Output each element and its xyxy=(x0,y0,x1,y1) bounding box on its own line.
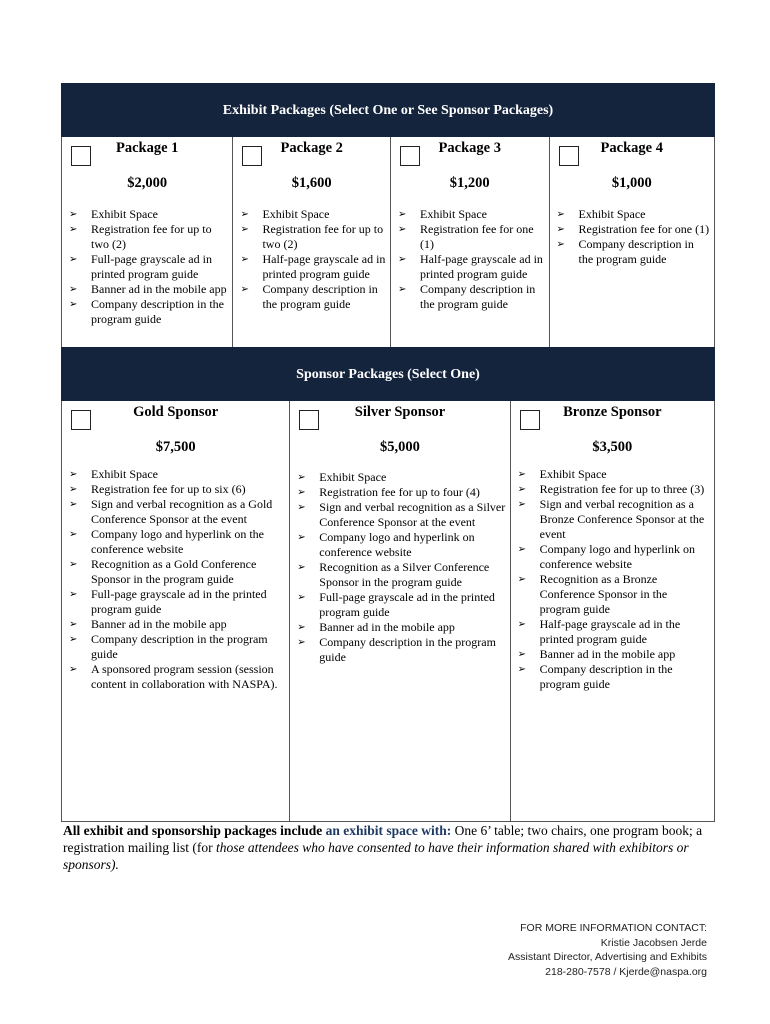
package-name: Package 1 xyxy=(116,140,179,156)
feature-item xyxy=(395,252,545,282)
feature-list xyxy=(66,467,285,692)
exhibit-package-1 xyxy=(62,137,233,347)
feature-item xyxy=(66,297,228,327)
arrow-bullet-icon: ➢ xyxy=(69,559,78,570)
arrow-bullet-icon: ➢ xyxy=(69,209,78,220)
feature-text: Company logo and hyperlink on conference website xyxy=(539,542,695,571)
arrow-bullet-icon: ➢ xyxy=(240,209,249,220)
feature-item xyxy=(66,497,285,527)
feature-text: Exhibit Space xyxy=(91,207,158,221)
feature-item xyxy=(395,207,545,222)
feature-text: Exhibit Space xyxy=(539,467,607,481)
feature-text: Sign and verbal recognition as a Silver Conference Sponsor at the event xyxy=(319,500,506,529)
arrow-bullet-icon: ➢ xyxy=(297,472,306,483)
arrow-bullet-icon: ➢ xyxy=(69,529,78,540)
feature-text: Exhibit Space xyxy=(578,207,646,221)
package-name: Silver Sponsor xyxy=(354,404,446,420)
package-name: Gold Sponsor xyxy=(133,404,219,420)
exhibit-package-4 xyxy=(550,137,715,347)
arrow-bullet-icon: ➢ xyxy=(297,622,306,633)
feature-item xyxy=(515,647,710,662)
feature-item xyxy=(515,572,710,617)
package-name: Package 4 xyxy=(600,140,663,156)
feature-text: Company description in the program guide xyxy=(578,237,694,266)
feature-item xyxy=(294,635,505,665)
feature-text: Sign and verbal recognition as a Bronze Conference Sponsor at the event xyxy=(539,497,705,541)
arrow-bullet-icon: ➢ xyxy=(69,619,78,630)
package-price: $7,500 xyxy=(155,439,196,455)
feature-text: Company description in the program guide xyxy=(419,282,536,311)
feature-text: Company description in the program guide xyxy=(319,635,496,664)
feature-text: Registration fee for up to four (4) xyxy=(319,485,480,499)
feature-text: Company description in the program guide xyxy=(539,662,673,691)
package-price: $1,600 xyxy=(291,175,332,191)
feature-item xyxy=(294,500,505,530)
feature-item xyxy=(294,485,505,500)
exhibit-packages-header: Exhibit Packages (Select One or See Sponsor Packages) xyxy=(61,83,715,137)
arrow-bullet-icon: ➢ xyxy=(240,284,249,295)
feature-text: Exhibit Space xyxy=(319,470,387,484)
feature-item xyxy=(66,527,285,557)
feature-item xyxy=(515,467,710,482)
feature-item xyxy=(294,590,505,620)
feature-item xyxy=(66,222,228,252)
feature-item xyxy=(66,482,285,497)
feature-item xyxy=(294,620,505,635)
arrow-bullet-icon: ➢ xyxy=(297,562,306,573)
feature-item xyxy=(237,207,386,222)
feature-text: Banner ad in the mobile app xyxy=(319,620,455,634)
note-body: One 6’ table; two chairs, one program book; a registration mailing list (for xyxy=(63,823,703,855)
arrow-bullet-icon: ➢ xyxy=(517,484,527,495)
contact-heading: FOR MORE INFORMATION CONTACT: xyxy=(520,922,707,934)
feature-item xyxy=(66,587,285,617)
feature-item xyxy=(515,497,710,542)
feature-text: Registration fee for one (1) xyxy=(419,222,534,251)
contact-details: 218-280-7578 / Kjerde@naspa.org xyxy=(545,965,707,978)
feature-text: Company logo and hyperlink on the conference website xyxy=(91,527,264,556)
feature-item xyxy=(294,470,505,485)
exhibit-packages-grid xyxy=(61,137,715,347)
package-name: Package 3 xyxy=(438,140,501,156)
feature-item xyxy=(294,530,505,560)
sponsor-package-2 xyxy=(290,401,510,821)
note-highlight: an exhibit space with: xyxy=(325,823,452,838)
package-price: $3,500 xyxy=(592,439,633,455)
feature-item xyxy=(294,560,505,590)
feature-text: Company description in the program guide xyxy=(91,632,268,661)
feature-item xyxy=(66,252,228,282)
arrow-bullet-icon: ➢ xyxy=(397,284,407,295)
arrow-bullet-icon: ➢ xyxy=(297,532,306,543)
feature-item xyxy=(237,222,386,252)
note-italic: those attendees who have consented to have their information shared with exhibitors or sponsors). xyxy=(63,840,689,872)
packages-form xyxy=(61,83,715,822)
package-price: $5,000 xyxy=(380,439,420,455)
feature-text: A sponsored program session (session content in collaboration with NASPA). xyxy=(91,662,278,691)
arrow-bullet-icon: ➢ xyxy=(556,239,565,250)
arrow-bullet-icon: ➢ xyxy=(69,299,78,310)
arrow-bullet-icon: ➢ xyxy=(397,224,407,235)
feature-text: Sign and verbal recognition as a Gold Conference Sponsor at the event xyxy=(91,497,273,526)
exhibit-package-3 xyxy=(391,137,550,347)
contact-block xyxy=(508,921,707,979)
feature-text: Company description in the program guide xyxy=(262,282,378,311)
contact-name: Kristie Jacobsen Jerde xyxy=(600,936,707,949)
arrow-bullet-icon: ➢ xyxy=(556,209,565,220)
feature-text: Registration fee for up to two (2) xyxy=(262,222,384,251)
arrow-bullet-icon: ➢ xyxy=(297,487,306,498)
feature-text: Half-page grayscale ad in the printed program guide xyxy=(539,617,681,646)
feature-text: Banner ad in the mobile app xyxy=(539,647,676,661)
feature-item xyxy=(554,237,711,267)
feature-item xyxy=(515,662,710,692)
package-price: $1,200 xyxy=(449,175,490,191)
feature-text: Full-page grayscale ad in the printed program guide xyxy=(91,587,267,616)
feature-item xyxy=(515,617,710,647)
feature-item xyxy=(237,282,386,312)
feature-list xyxy=(294,470,505,665)
sponsor-packages-header: Sponsor Packages (Select One) xyxy=(61,347,715,401)
feature-text: Full-page grayscale ad in the printed program guide xyxy=(319,590,495,619)
arrow-bullet-icon: ➢ xyxy=(69,499,78,510)
arrow-bullet-icon: ➢ xyxy=(517,574,527,585)
arrow-bullet-icon: ➢ xyxy=(240,254,249,265)
feature-item xyxy=(395,282,545,312)
contact-title: Assistant Director, Advertising and Exhibits xyxy=(507,951,707,963)
package-name: Package 2 xyxy=(280,140,343,156)
arrow-bullet-icon: ➢ xyxy=(517,619,527,630)
arrow-bullet-icon: ➢ xyxy=(517,499,527,510)
feature-text: Company description in the program guide xyxy=(91,297,224,326)
feature-text: Full-page grayscale ad in printed program guide xyxy=(91,252,212,281)
package-price: $1,000 xyxy=(611,175,652,191)
feature-text: Registration fee for one (1) xyxy=(578,222,710,236)
arrow-bullet-icon: ➢ xyxy=(517,649,527,660)
arrow-bullet-icon: ➢ xyxy=(69,469,78,480)
arrow-bullet-icon: ➢ xyxy=(69,484,78,495)
feature-text: Recognition as a Bronze Conference Sponsor in the program guide xyxy=(539,572,668,616)
feature-item xyxy=(66,617,285,632)
feature-item xyxy=(554,207,711,222)
arrow-bullet-icon: ➢ xyxy=(240,224,249,235)
arrow-bullet-icon: ➢ xyxy=(517,469,527,480)
feature-text: Half-page grayscale ad in printed program guide xyxy=(419,252,543,281)
feature-text: Exhibit Space xyxy=(91,467,158,481)
feature-item xyxy=(66,662,285,692)
feature-text: Registration fee for up to six (6) xyxy=(91,482,246,496)
inclusion-note xyxy=(63,822,703,873)
feature-list xyxy=(237,207,386,312)
note-lead: All exhibit and sponsorship packages include xyxy=(63,823,326,838)
feature-item xyxy=(515,482,710,497)
sponsor-packages-grid xyxy=(61,401,715,822)
arrow-bullet-icon: ➢ xyxy=(69,284,78,295)
arrow-bullet-icon: ➢ xyxy=(556,224,565,235)
feature-text: Exhibit Space xyxy=(262,207,330,221)
feature-text: Half-page grayscale ad in printed program guide xyxy=(262,252,386,281)
feature-item xyxy=(554,222,711,237)
sponsor-package-1 xyxy=(62,401,290,821)
arrow-bullet-icon: ➢ xyxy=(517,544,527,555)
feature-text: Recognition as a Gold Conference Sponsor in the program guide xyxy=(91,557,257,586)
feature-text: Exhibit Space xyxy=(419,207,487,221)
feature-text: Registration fee for up to three (3) xyxy=(539,482,705,496)
exhibit-package-2 xyxy=(233,137,391,347)
arrow-bullet-icon: ➢ xyxy=(69,589,78,600)
arrow-bullet-icon: ➢ xyxy=(69,664,78,675)
feature-item xyxy=(66,207,228,222)
feature-item xyxy=(66,557,285,587)
feature-item xyxy=(66,467,285,482)
arrow-bullet-icon: ➢ xyxy=(397,254,407,265)
feature-list xyxy=(395,207,545,312)
arrow-bullet-icon: ➢ xyxy=(297,637,306,648)
feature-text: Banner ad in the mobile app xyxy=(91,617,227,631)
arrow-bullet-icon: ➢ xyxy=(69,224,78,235)
arrow-bullet-icon: ➢ xyxy=(69,254,78,265)
feature-item xyxy=(66,632,285,662)
feature-list xyxy=(515,467,710,692)
arrow-bullet-icon: ➢ xyxy=(297,502,306,513)
arrow-bullet-icon: ➢ xyxy=(297,592,306,603)
arrow-bullet-icon: ➢ xyxy=(397,209,407,220)
feature-text: Registration fee for up to two (2) xyxy=(91,222,212,251)
feature-item xyxy=(515,542,710,572)
package-price: $2,000 xyxy=(127,175,168,191)
feature-list xyxy=(554,207,711,267)
feature-text: Company logo and hyperlink on conference website xyxy=(319,530,475,559)
package-name: Bronze Sponsor xyxy=(563,404,662,420)
feature-text: Banner ad in the mobile app xyxy=(91,282,227,296)
sponsor-package-3 xyxy=(511,401,714,821)
arrow-bullet-icon: ➢ xyxy=(69,634,78,645)
arrow-bullet-icon: ➢ xyxy=(517,664,527,675)
feature-item xyxy=(395,222,545,252)
feature-item xyxy=(66,282,228,297)
feature-item xyxy=(237,252,386,282)
feature-list xyxy=(66,207,228,327)
feature-text: Recognition as a Silver Conference Sponsor in the program guide xyxy=(319,560,490,589)
